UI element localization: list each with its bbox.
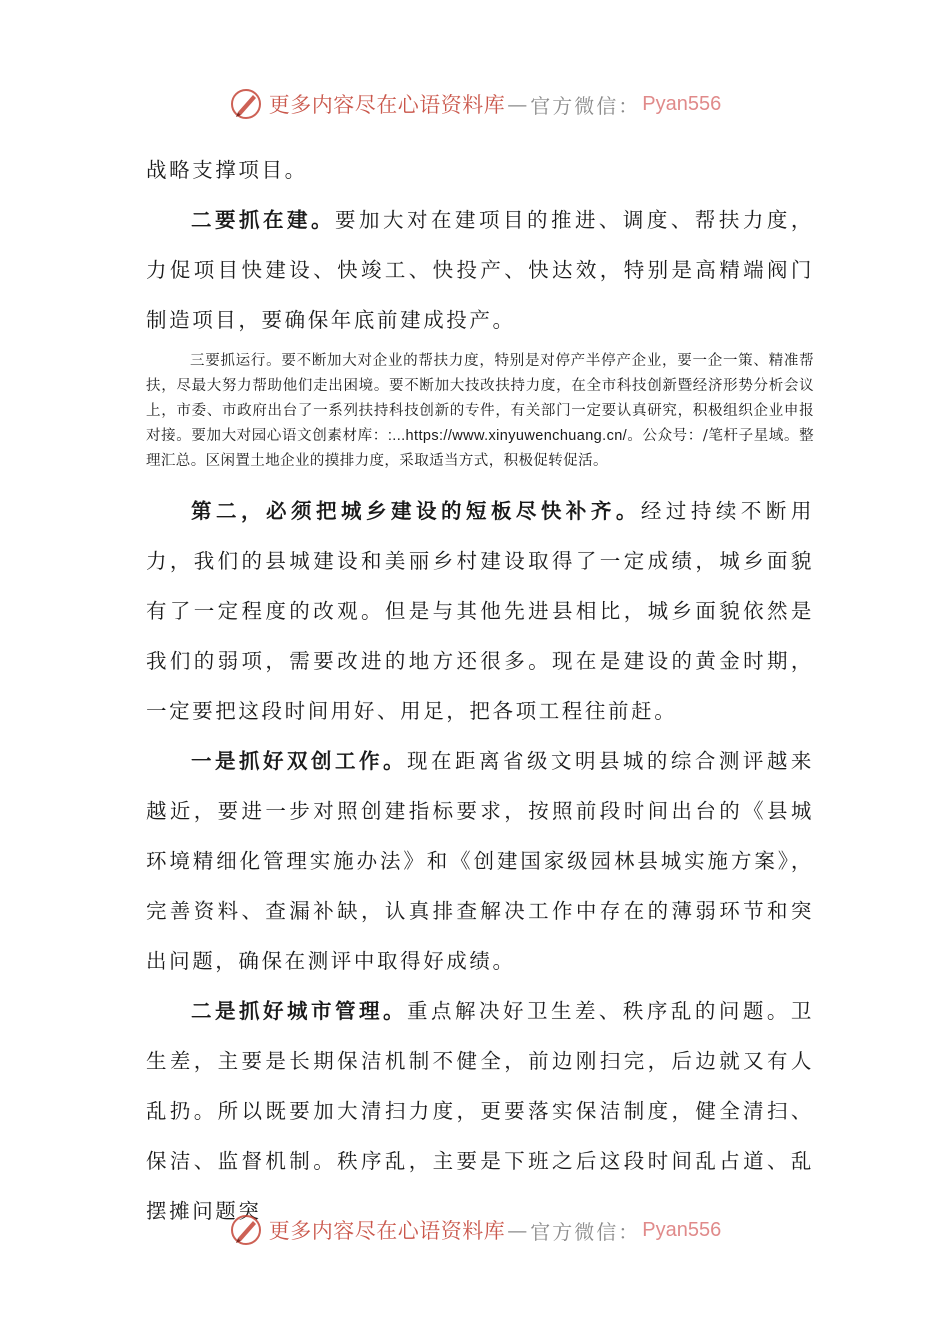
paragraph-2 bbox=[146, 195, 814, 345]
banner-wechat-label: 官方微信： bbox=[530, 1219, 641, 1244]
banner-separator: — bbox=[507, 92, 529, 116]
document-body bbox=[146, 145, 814, 1236]
paragraph-5-heading: 一是抓好双创工作。 bbox=[191, 749, 407, 773]
paragraph-6 bbox=[146, 986, 814, 1236]
header-watermark-banner bbox=[0, 84, 950, 124]
banner-brand-text: 更多内容尽在心语资料库 bbox=[268, 1219, 506, 1243]
footer-watermark-banner bbox=[0, 1210, 950, 1250]
banner-wechat-label: 官方微信： bbox=[530, 93, 641, 118]
paragraph-3-text-a: 三要抓运行。要不断加大对企业的帮扶力度，特别是对停产半停产企业，要一企一策、精准帮扶，尽最大努力帮助他们走出困境。要不断加大技改扶持力度，在全市科技创新暨经济形势分析会议上，市委、市政府出台了一系列扶持科技创新的专件，有关部门一定要认真研究，积极组织企业申报对接。要加大对园心语文创素材库： bbox=[146, 353, 814, 444]
paragraph-4-text: 经过持续不断用力，我们的县城建设和美丽乡村建设取得了一定成绩，城乡面貌有了一定程度的改观。但是与其他先进县相比，城乡面貌依然是我们的弱项，需要改进的地方还很多。现在是建设的黄金时期，一定要把这段时间用好、用足，把各项工程往前赶。 bbox=[146, 499, 814, 723]
paragraph-4 bbox=[146, 486, 814, 736]
paragraph-5 bbox=[146, 736, 814, 986]
banner-wechat-id: Pyan556 bbox=[642, 1218, 722, 1241]
paragraph-2-text: 要加大对在建项目的推进、调度、帮扶力度，力促项目快建设、快竣工、快投产、快达效，特别是高精端阀门制造项目，要确保年底前建成投产。 bbox=[146, 208, 814, 332]
paragraph-4-heading: 第二，必须把城乡建设的短板尽快补齐。 bbox=[191, 499, 641, 523]
paragraph-6-heading: 二是抓好城市管理。 bbox=[191, 999, 407, 1023]
paragraph-3-url: :...https://www.xinyuwenchuang.cn/ bbox=[387, 428, 628, 444]
banner-wechat-id: Pyan556 bbox=[642, 92, 722, 115]
banner-separator: — bbox=[507, 1218, 529, 1242]
quill-logo-icon bbox=[229, 87, 263, 121]
paragraph-5-text: 现在距离省级文明县城的综合测评越来越近，要进一步对照创建指标要求，按照前段时间出台的《县城环境精细化管理实施办法》和《创建国家级园林县城实施方案》，完善资料、查漏补缺，认真排查解决工作中存在的薄弱环节和突出问题，确保在测评中取得好成绩。 bbox=[146, 749, 814, 973]
quill-logo-icon bbox=[229, 1213, 263, 1247]
paragraph-6-text: 重点解决好卫生差、秩序乱的问题。卫生差，主要是长期保洁机制不健全，前边刚扫完，后边就又有人乱扔。所以既要加大清扫力度，更要落实保洁制度，健全清扫、保洁、监督机制。秩序乱，主要是下班之后这段时间乱占道、乱摆摊问题突 bbox=[146, 999, 814, 1223]
banner-brand-text: 更多内容尽在心语资料库 bbox=[268, 93, 506, 117]
paragraph-2-heading: 二要抓在建。 bbox=[191, 208, 335, 232]
paragraph-3-small bbox=[146, 349, 814, 474]
paragraph-1 bbox=[146, 145, 814, 195]
paragraph-3-text-b: 。公众号：/笔杆子星域。整理汇总。区闲置土地企业的摸排力度，采取适当方式，积极促转促活。 bbox=[146, 428, 814, 469]
paragraph-1-text: 战略支撑项目。 bbox=[146, 158, 308, 182]
